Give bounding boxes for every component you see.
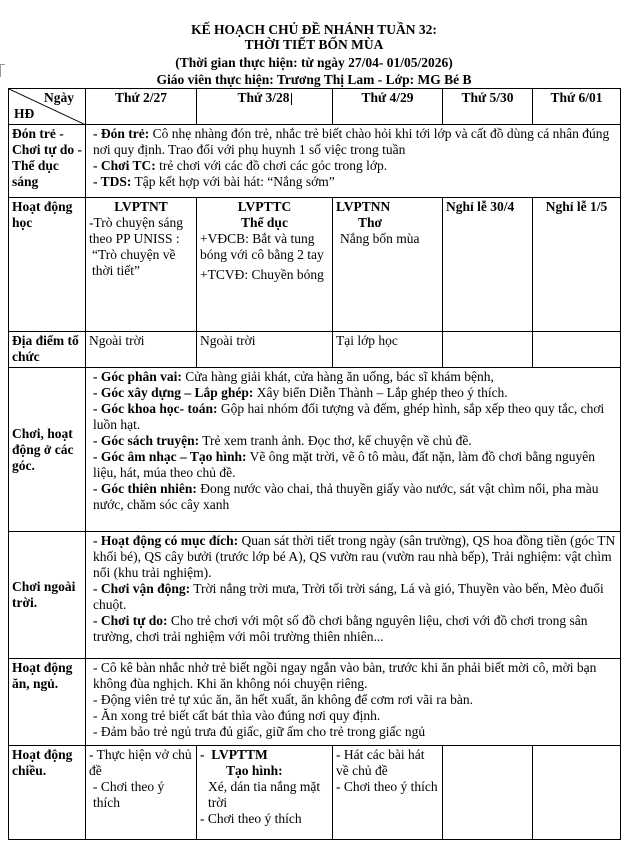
list-item: - Động viên trẻ tự xúc ăn, ăn hết xuất, ăn không để cơm rơi vãi ra bàn. — [93, 692, 473, 707]
day-header-tue — [197, 89, 333, 125]
goc-thien-nhien-bold: - Góc thiên nhiên: — [93, 481, 197, 496]
hdh-mon — [86, 198, 197, 332]
list-item — [89, 581, 617, 613]
diagonal-line — [9, 89, 86, 125]
hdh-fri: Nghỉ lễ 1/5 — [533, 198, 621, 332]
hdh-tue-sub: Thể dục — [241, 215, 288, 230]
hdh-wed — [333, 198, 443, 332]
plan-title: KẾ HOẠCH CHỦ ĐỀ NHÁNH TUẦN 32: — [191, 22, 437, 37]
row-an-ngu — [9, 659, 621, 746]
choi-van-dong-text: Trời nắng trời mưa, Trời tối trời sáng, Lá và gió, Thuyền vào bến, Mèo đuổi chuột. — [93, 581, 604, 612]
time-range: (Thời gian thực hiện: từ ngày 27/04- 01/05/2026) — [175, 55, 453, 70]
don-tre-content — [86, 125, 621, 198]
dia-diem-wed: Tại lớp học — [333, 332, 443, 368]
chieu-mon-2: - Chơi theo ý thích — [93, 779, 165, 810]
goc-khoa-hoc-text: Gộp hai nhóm đối tượng và đếm, ghép hình, sắp xếp theo quy tắc, chơi luồn hạt. — [93, 401, 605, 432]
list-item — [89, 613, 617, 645]
chieu-thu — [443, 746, 533, 840]
list-item: - Đảm bảo trẻ ngủ trưa đủ giấc, giữ ấm cho trẻ trong giấc ngủ — [93, 724, 426, 739]
list-item — [89, 533, 617, 581]
tds-text: Tập kết hợp với bài hát: “Nắng sớm” — [131, 174, 335, 189]
an-ngu-content — [86, 659, 621, 746]
list-item — [89, 369, 617, 385]
hdh-tue-title: LVPTTC — [237, 199, 292, 214]
corner-day-label: Ngày — [44, 90, 74, 105]
day-header-tue-label: Thứ 3/28 — [237, 90, 290, 105]
hdh-tue-text1: +VĐCB: Bắt và tung bóng với cô bằng 2 tay — [200, 231, 324, 262]
day-header-wed: Thứ 4/29 — [333, 89, 443, 125]
don-tre-bold: - Đón trẻ: — [93, 126, 150, 141]
chơi-van-dong-bold: - Chơi vận động: — [93, 581, 191, 596]
row-label-choi-ngoai-troi: Chơi ngoài trời. — [9, 532, 86, 659]
hdh-wed-sub: Thơ — [358, 215, 382, 230]
hdh-mon-text2: “Trò chuyện về thời tiết” — [92, 247, 176, 278]
goc-sach-text: Trẻ xem tranh ảnh. Đọc thơ, kể chuyện về chủ đề. — [199, 433, 472, 448]
chieu-wed — [333, 746, 443, 840]
theme-title: THỜI TIẾT BỐN MÙA — [244, 37, 384, 52]
corner-cell — [9, 89, 86, 125]
list-item — [89, 385, 617, 401]
hdh-wed-text: Nắng bốn mùa — [340, 231, 420, 246]
hdcmd-text: Quan sát thời tiết trong ngày (sân trường), QS hoa đồng tiền (góc TN khối bé), QS cây bưởi (trước lớp bé A), QS vườn rau (vườn rau nhà bếp), Trải nghiệm: vật chìm nổi (khu trải nghiệm). — [93, 533, 616, 580]
weekly-plan-table — [8, 88, 621, 840]
hdh-thu: Nghỉ lễ 30/4 — [443, 198, 533, 332]
choi-tu-do-bold: - Chơi tự do: — [93, 613, 168, 628]
choi-tc-bold: - Chơi TC: — [93, 158, 156, 173]
row-choi-goc — [9, 368, 621, 532]
tds-bold: - TDS: — [93, 174, 132, 189]
chieu-tue-title: LVPTTM — [211, 747, 268, 762]
chieu-mon-1: - Thực hiện vở chủ đề — [89, 747, 192, 778]
goc-phan-vai-text: Cửa hàng giải khát, cửa hàng ăn uống, bác sĩ khám bệnh, — [181, 369, 494, 384]
row-hoat-dong-hoc — [9, 198, 621, 332]
list-item — [89, 401, 617, 433]
list-item: - Ăn xong trẻ biết cất bát thìa vào đúng nơi quy định. — [93, 708, 381, 723]
chieu-tue-title-row: - LVPTTM — [200, 747, 268, 762]
list-item — [89, 481, 617, 513]
don-tre-text: Cô nhẹ nhàng đón trẻ, nhắc trẻ biết chào hỏi khi tới lớp và cất đồ dùng cá nhân đúng nơi quy định. Trao đổi với phụ huynh 1 số việc trong tuần — [93, 126, 610, 157]
goc-am-nhac-text: Vẽ ông mặt trời, vẽ ô tô màu, đất nặn, làm đồ chơi bằng nguyên liệu, hát, múa theo chủ đề. — [93, 449, 595, 480]
day-header-thu: Thứ 5/30 — [443, 89, 533, 125]
row-label-don-tre: Đón trẻ - Chơi tự do - Thể dục sáng — [9, 125, 86, 198]
choi-tu-do-text: Cho trẻ chơi với một số đồ chơi bằng nguyên liệu, chơi với đồ chơi trong sân trường, chơi trải nghiệm với môi trường thiên nhiên... — [93, 613, 588, 644]
row-label-chieu: Hoạt động chiều. — [9, 746, 86, 840]
goc-sach-bold: - Góc sách truyện: — [93, 433, 200, 448]
hdh-wed-title: LVPTNN — [336, 199, 391, 214]
row-label-hoat-dong-hoc: Hoạt động học — [9, 198, 86, 332]
row-dia-diem — [9, 332, 621, 368]
row-label-dia-diem: Địa điểm tổ chức — [9, 332, 86, 368]
goc-thien-nhien-text: Đong nước vào chai, thả thuyền giấy vào nước, sát vật chìm nổi, pha màu nước, chăm sóc cây xanh — [93, 481, 599, 512]
teacher-info: Giáo viên thực hiện: Trương Thị Lam - Lớp: MG Bé B — [156, 72, 472, 87]
chieu-wed-1: - Hát các bài hát về chủ đề — [336, 747, 425, 778]
goc-xay-dung-bold: - Góc xây dựng – Lắp ghép: — [93, 385, 254, 400]
table-header-row — [9, 89, 621, 125]
hdcmd-bold: - Hoạt động có mục đích: — [93, 533, 239, 548]
day-header-fri: Thứ 6/01 — [533, 89, 621, 125]
chieu-tue-text: Xé, dán tia nắng mặt trời — [208, 779, 321, 810]
row-label-an-ngu: Hoạt động ăn, ngủ. — [9, 659, 86, 746]
row-label-choi-goc: Chơi, hoạt động ở các góc. — [9, 368, 86, 532]
chieu-tue — [197, 746, 333, 840]
hdh-tue-text2: +TCVĐ: Chuyền bóng — [200, 267, 324, 282]
choi-tc-text: trẻ chơi với các đồ chơi các góc trong lớp. — [155, 158, 388, 173]
dia-diem-fri — [533, 332, 621, 368]
list-item — [89, 449, 617, 481]
hdh-tue — [197, 198, 333, 332]
row-choi-ngoai-troi — [9, 532, 621, 659]
goc-xay-dung-text: Xây biển Diễn Thành – Lắp ghép theo ý thích. — [253, 385, 508, 400]
chieu-wed-2: - Chơi theo ý thích — [336, 779, 438, 794]
choi-ngoai-troi-content — [86, 532, 621, 659]
goc-khoa-hoc-bold: - Góc khoa học- toán: — [93, 401, 218, 416]
list-item — [89, 433, 617, 449]
hdh-mon-text: -Trò chuyện sáng theo PP UNISS : — [89, 215, 183, 246]
day-header-mon: Thứ 2/27 — [86, 89, 197, 125]
chieu-fri — [533, 746, 621, 840]
dia-diem-thu — [443, 332, 533, 368]
row-don-tre — [9, 125, 621, 198]
choi-goc-content — [86, 368, 621, 532]
dia-diem-tue: Ngoài trời — [197, 332, 333, 368]
text-cursor — [291, 93, 292, 105]
list-item: - Cô kê bàn nhắc nhở trẻ biết ngồi ngay ngắn vào bàn, trước khi ăn phải biết mời cô, mời bạn không đùa nghịch. Khi ăn không nói chuyện riêng. — [93, 660, 597, 691]
corner-activity-label: HĐ — [14, 106, 35, 121]
chieu-tue-text2: - Chơi theo ý thích — [200, 811, 302, 826]
chieu-mon — [86, 746, 197, 840]
row-chieu — [9, 746, 621, 840]
goc-phan-vai-bold: - Góc phân vai: — [93, 369, 182, 384]
hdh-mon-title: LVPTNT — [114, 199, 168, 214]
chieu-tue-sub: Tạo hình: — [226, 763, 283, 778]
dia-diem-mon: Ngoài trời — [86, 332, 197, 368]
goc-am-nhac-bold: - Góc âm nhạc – Tạo hình: — [93, 449, 247, 464]
